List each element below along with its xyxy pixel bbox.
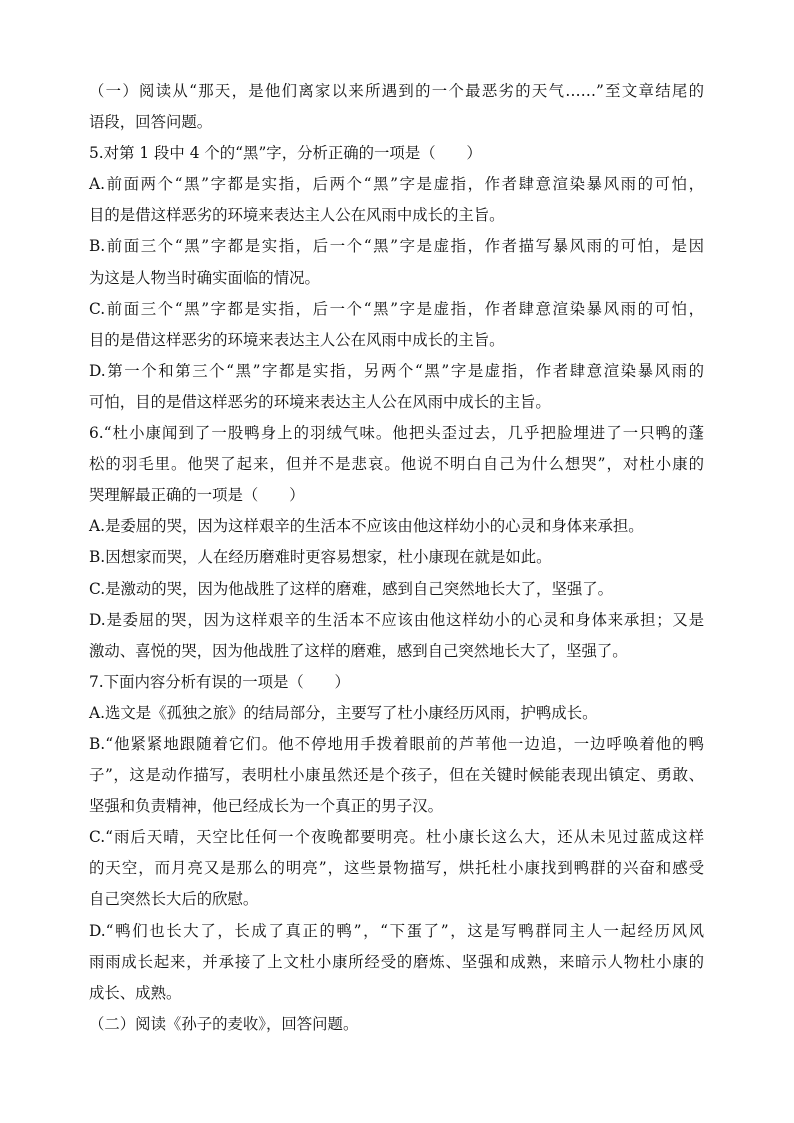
document-page (89, 76, 704, 1040)
question-7-option-b-line-2: 子”，这是动作描写，表明杜小康虽然还是个孩子，但在关键时候能表现出镇定、勇敢、 (89, 766, 704, 785)
question-6-stem-line-2: 松的羽毛里。他哭了起来，但并不是悲哀。他说不明白自己为什么想哭”，对杜小康的 (89, 455, 704, 474)
section-2-heading: （二）阅读《孙子的麦收》，回答问题。 (89, 1014, 359, 1033)
question-7-option-a: A.选文是《孤独之旅》的结局部分，主要写了杜小康经历风雨，护鸭成长。 (89, 703, 598, 722)
question-6-option-d-line-2: 激动、喜悦的哭，因为他战胜了这样的磨难，感到自己突然地长大了，坚强了。 (89, 641, 628, 660)
question-5-option-d-line-1: D.第一个和第三个“黑”字都是实指，另两个“黑”字是虚指，作者肆意渲染暴风雨的 (89, 361, 704, 380)
question-6-option-b: B.因想家而哭，人在经历磨难时更容易想家，杜小康现在就是如此。 (89, 548, 552, 567)
question-7-option-c-line-2: 的天空，而月亮又是那么的明亮”，这些景物描写，烘托杜小康找到鸭群的兴奋和感受 (89, 859, 704, 878)
question-5-option-d-line-2: 可怕，目的是借这样恶劣的环境来表达主人公在风雨中成长的主旨。 (89, 392, 551, 411)
question-6-option-a: A.是委屈的哭，因为这样艰辛的生活本不应该由他这样幼小的心灵和身体来承担。 (89, 517, 644, 536)
question-5-option-a-line-2: 目的是借这样恶劣的环境来表达主人公在风雨中成长的主旨。 (89, 206, 505, 225)
question-6-option-c: C.是激动的哭，因为他战胜了这样的磨难，感到自己突然地长大了，坚强了。 (89, 579, 614, 598)
section-1-intro-line-2: 语段，回答问题。 (89, 113, 213, 132)
question-5-option-b-line-1: B.前面三个“黑”字都是实指，后一个“黑”字是虚指，作者描写暴风雨的可怕，是因 (89, 237, 704, 256)
question-7-option-b-line-3: 坚强和负责精神，他已经成长为一个真正的男子汉。 (89, 797, 443, 816)
question-7-option-b-line-1: B.“他紧紧地跟随着它们。他不停地用手拨着眼前的芦苇他一边追，一边呼唤着他的鸭 (89, 734, 704, 753)
question-6-option-d-line-1: D.是委屈的哭，因为这样艰辛的生活本不应该由他这样幼小的心灵和身体来承担；又是 (89, 610, 704, 629)
question-5-option-a-line-1: A.前面两个“黑”字都是实指，后两个“黑”字是虚指，作者肆意渲染暴风雨的可怕， (89, 175, 704, 194)
question-6-stem-line-1: 6.“杜小康闻到了一股鸭身上的羽绒气味。他把头歪过去，几乎把脸埋进了一只鸭的蓬 (89, 424, 704, 443)
question-6-stem-line-3: 哭理解最正确的一项是（ ） (89, 486, 305, 505)
question-5-option-c-line-2: 目的是借这样恶劣的环境来表达主人公在风雨中成长的主旨。 (89, 330, 505, 349)
question-5-option-b-line-2: 为这是人物当时确实面临的情况。 (89, 268, 320, 287)
question-5-option-c-line-1: C.前面三个“黑”字都是实指，后一个“黑”字是虚指，作者肆意渲染暴风雨的可怕， (89, 299, 704, 318)
question-7-option-d-line-2: 雨雨成长起来，并承接了上文杜小康所经受的磨炼、坚强和成熟，来暗示人物杜小康的 (89, 952, 704, 971)
question-5-stem: 5.对第 1 段中 4 个的“黑”字，分析正确的一项是（ ） (89, 144, 482, 163)
question-7-option-c-line-1: C.“雨后天晴，天空比任何一个夜晚都要明亮。杜小康长这么大，还从未见过蓝成这样 (89, 828, 704, 847)
section-1-intro-line-1: （一）阅读从“那天，是他们离家以来所遇到的一个最恶劣的天气……”至文章结尾的 (89, 82, 704, 100)
question-7-stem: 7.下面内容分析有误的一项是（ ） (89, 672, 350, 691)
question-7-option-c-line-3: 自己突然长大后的欣慰。 (89, 890, 259, 909)
question-7-option-d-line-1: D.“鸭们也长大了，长成了真正的鸭”，“下蛋了”，这是写鸭群同主人一起经历风风 (89, 921, 704, 940)
question-7-option-d-line-3: 成长、成熟。 (89, 983, 182, 1002)
